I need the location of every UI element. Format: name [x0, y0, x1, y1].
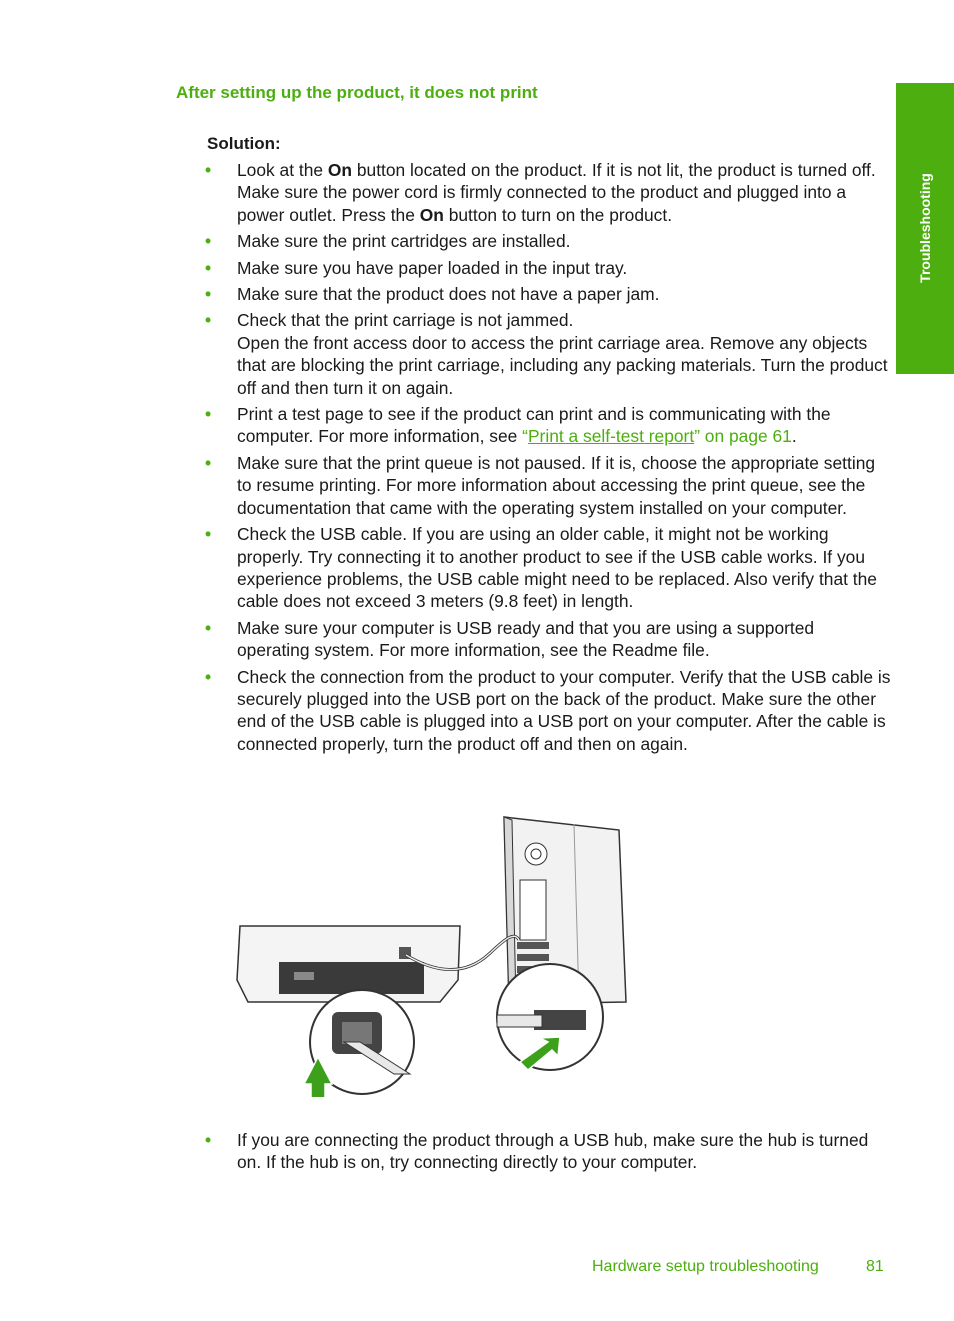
section-tab [896, 83, 954, 374]
hub-note-list [205, 1129, 891, 1178]
list-item: • Look at the On button located on the product. If it is not lit, the product is turned off. Make sure the power cord is firmly connected to the product and plugged into a power outlet. Press the On button to turn on the product. [205, 160, 876, 225]
list-item: • Make sure that the product does not have a paper jam. [205, 284, 660, 305]
list-item: • Make sure that the print queue is not paused. If it is, choose the appropriate setting to resume printing. For more information about accessing the print queue, see the documentation that came with the operating system installed on your computer. [205, 452, 876, 518]
usb-connection-illustration [234, 812, 634, 1097]
footer-section-title: Hardware setup troubleshooting [592, 1258, 819, 1275]
list-item: • Make sure the print cartridges are installed. [205, 231, 571, 252]
bullet-icon: • [205, 231, 212, 252]
bullet-icon: • [205, 310, 212, 331]
bullet-icon: • [205, 524, 212, 545]
list-item: • Check the USB cable. If you are using an older cable, it might not be working properly. Try connecting it to another product to see if the USB cable works. If you experience problems, the USB cable might need to be replaced. Also verify that the cable does not exceed 3 meters (9.8 feet) in length. [205, 524, 877, 612]
bullet-icon: • [205, 452, 212, 473]
list-item: • Make sure you have paper loaded in the input tray. [205, 257, 628, 278]
bullet-icon: • [205, 160, 212, 180]
list-item: • Make sure your computer is USB ready and that you are using a supported operating system. For more information, see the Readme file. [205, 617, 815, 661]
section-heading: After setting up the product, it does not print [176, 83, 538, 102]
list-item: • Check that the print carriage is not jammed. Open the front access door to access the print carriage area. Remove any objects that are blocking the print carriage, including any packing materials. Turn the product off and then turn it on again. [205, 310, 888, 398]
bullet-icon: • [205, 404, 212, 425]
self-test-report-link[interactable]: “Print a self-test report” on page 61 [522, 426, 792, 447]
bullet-icon: • [205, 1130, 212, 1150]
list-item: • If you are connecting the product through a USB hub, make sure the hub is turned on. If the hub is on, try connecting directly to your computer. [205, 1130, 869, 1173]
solution-list [205, 159, 891, 759]
section-tab-label: Troubleshooting [917, 173, 933, 283]
bullet-icon: • [205, 666, 212, 687]
solution-label: Solution: [207, 134, 281, 153]
page-number: 81 [866, 1258, 884, 1275]
bullet-icon: • [205, 284, 212, 305]
bullet-icon: • [205, 617, 212, 638]
list-item: • Print a test page to see if the product can print and is communicating with the computer. For more information, see “Print a self-test report” on page 61. [205, 404, 831, 447]
bullet-icon: • [205, 257, 212, 278]
list-item: • Check the connection from the product to your computer. Verify that the USB cable is securely plugged into the USB port on the back of the product. Make sure the other end of the USB cable is plugged into a USB port on your computer. After the cable is connected properly, turn the product off and then on again. [205, 666, 891, 754]
